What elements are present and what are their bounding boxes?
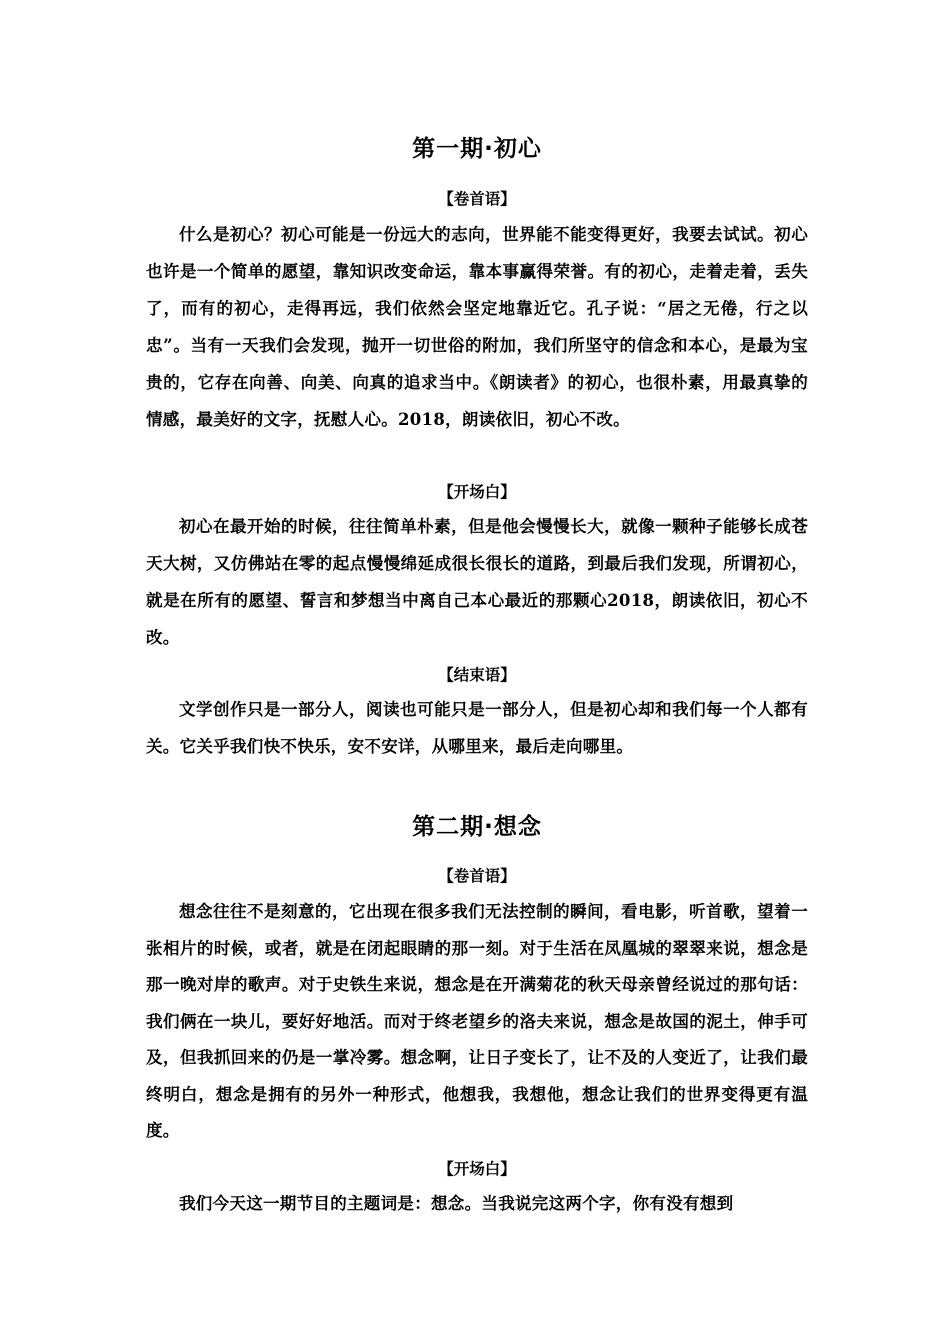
heading-preface: 【卷首语】 [438, 189, 516, 208]
heading-closing: 【结束语】 [438, 665, 516, 684]
paragraph-preface-2: 想念往往不是刻意的，它出现在很多我们无法控制的瞬间，看电影，听首歌，望着一张相片的时候，或者，就是在闭起眼睛的那一刻。对于生活在凤凰城的翠翠来说，想念是那一晚对岸的歌声。对于史铁生来说，想念是在开满菊花的秋天母亲曾经说过的那句话：我们俩在一块儿，要好好地活。而对于终老望乡的洛夫来说，想念是故国的泥土，伸手可及，但我抓回来的仍是一掌冷雾。想念啊，让日子变长了，让不及的人变近了，让我们最终明白，想念是拥有的另外一种形式，他想我，我想他，想念让我们的世界变得更有温度。 [146, 902, 808, 1140]
section-title-xiangnian: 第二期·想念 [412, 814, 542, 840]
section-title-chuxin: 第一期·初心 [412, 136, 542, 162]
paragraph-closing: 文学创作只是一部分人，阅读也可能只是一部分人，但是初心却和我们每一个人都有关。它关乎我们快不快乐，安不安详，从哪里来，最后走向哪里。 [146, 700, 808, 756]
heading-opening: 【开场白】 [438, 482, 516, 501]
paragraph-opening: 初心在最开始的时候，往往简单朴素，但是他会慢慢长大，就像一颗种子能够长成苍天大树，又仿佛站在零的起点慢慢绵延成很长很长的道路，到最后我们发现，所谓初心，就是在所有的愿望、誓言和梦想当中离自己本心最近的那颗心2018，朗读依旧，初心不改。 [146, 517, 808, 647]
paragraph-opening-2: 我们今天这一期节目的主题词是：想念。当我说完这两个字，你有没有想到 [179, 1194, 734, 1213]
paragraph-preface: 什么是初心？初心可能是一份远大的志向，世界能不能变得更好，我要去试试。初心也许是一个简单的愿望，靠知识改变命运，靠本事赢得荣誉。有的初心，走着走着，丢失了，而有的初心，走得再远，我们依然会坚定地靠近它。孔子说：“居之无倦，行之以忠”。当有一天我们会发现，抛开一切世俗的附加，我们所坚守的信念和本心，是最为宝贵的，它存在向善、向美、向真的追求当中。《朗读者》的初心，也很朴素，用最真挚的情感，最美好的文字，抚慰人心。2018，朗读依旧，初心不改。 [146, 225, 808, 429]
heading-preface-2: 【卷首语】 [438, 866, 516, 885]
heading-opening-2: 【开场白】 [438, 1159, 516, 1178]
